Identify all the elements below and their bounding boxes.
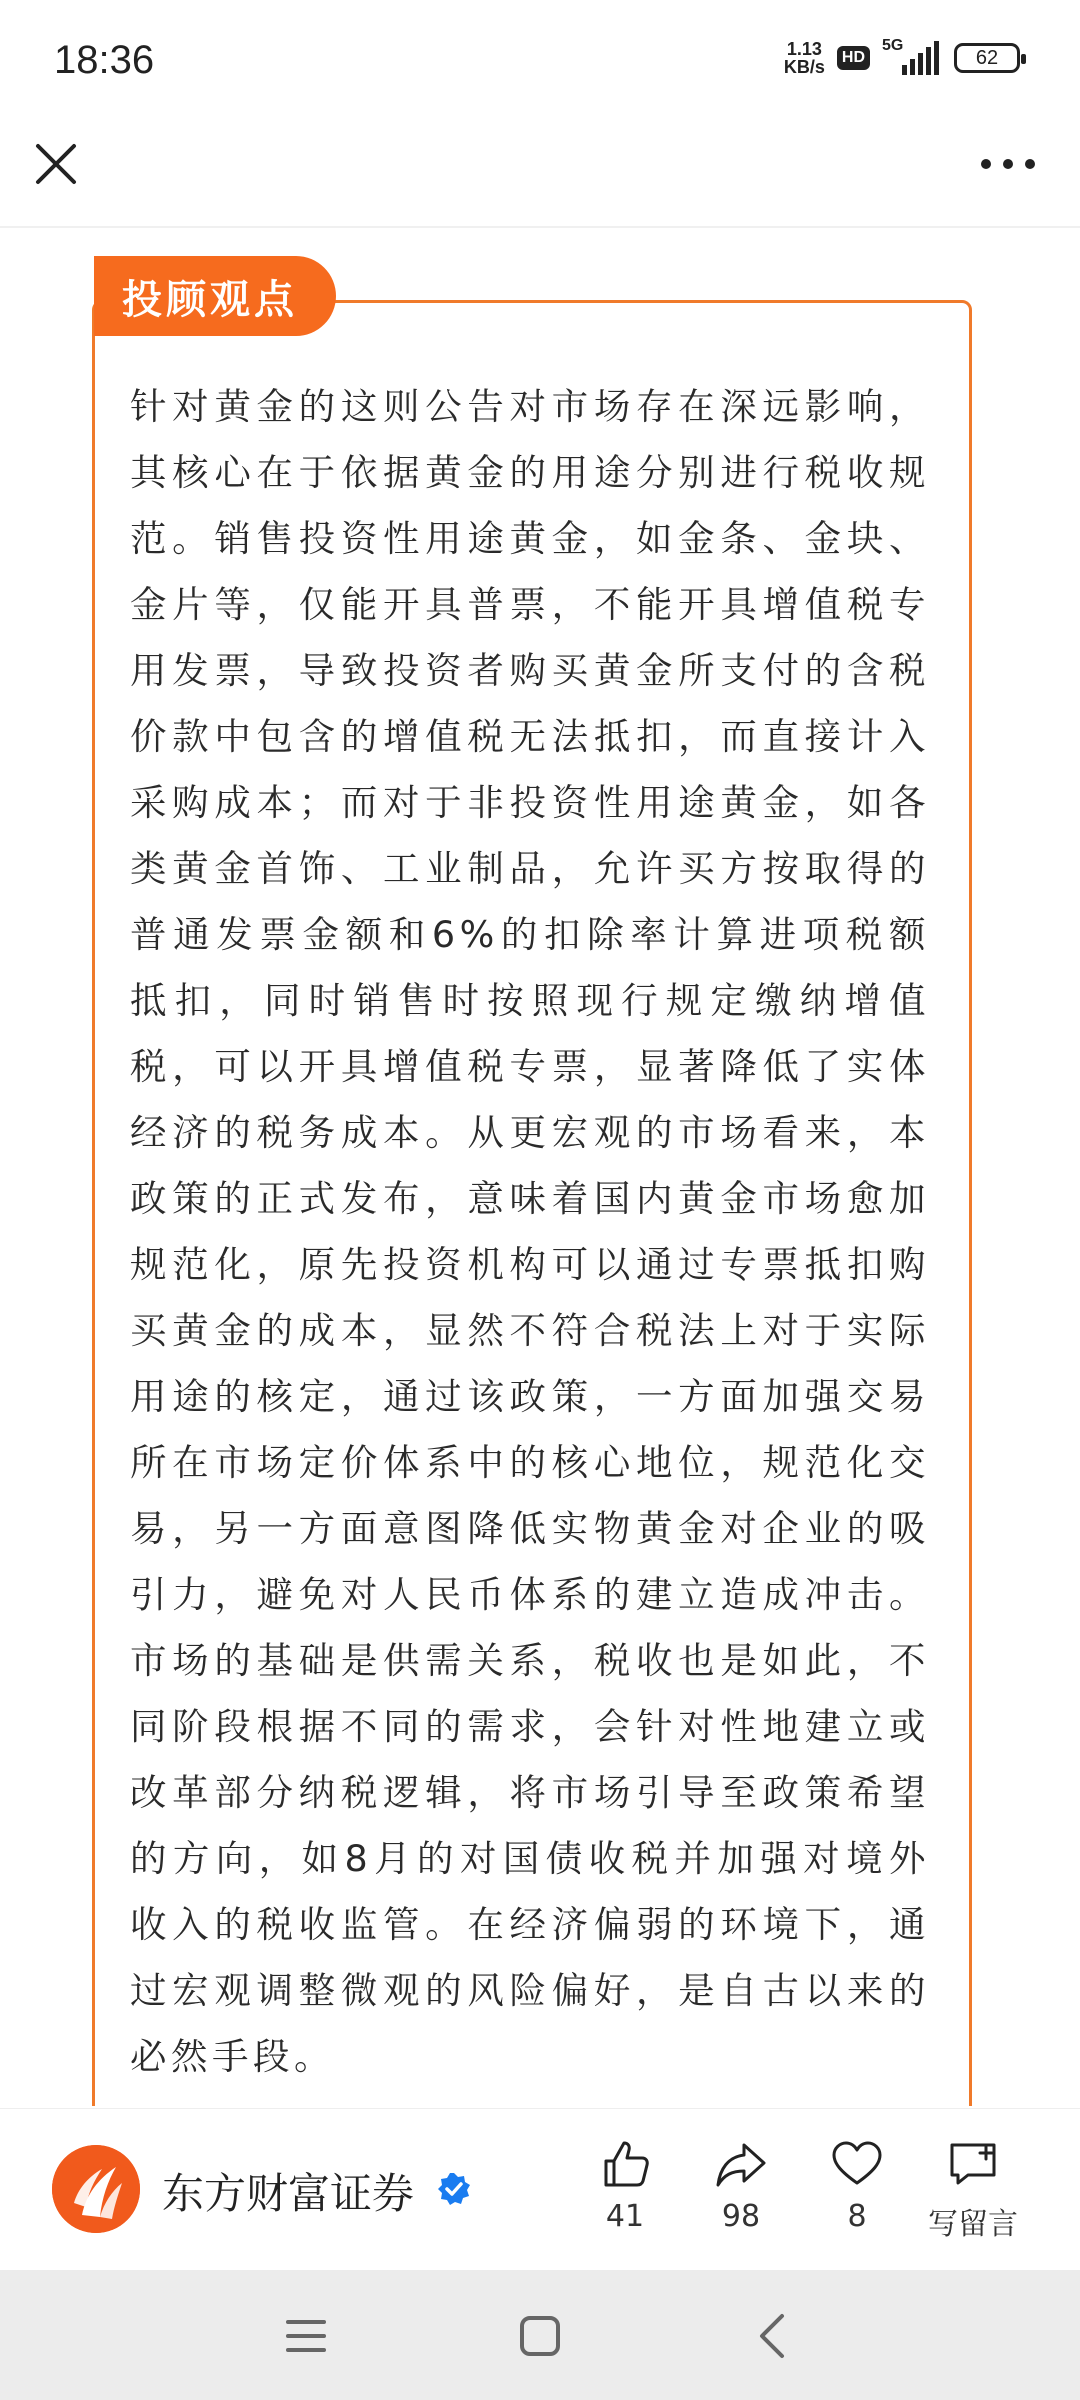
battery-icon — [954, 43, 1020, 73]
menu-button[interactable] — [278, 2308, 334, 2364]
article-body: 针对黄金的这则公告对市场存在深远影响，其核心在于依据黄金的用途分别进行税收规范。销售投资性用途黄金，如金条、金块、金片等，仅能开具普票，不能开具增值税专用发票，导致投资者购买黄金所支付的含税价款中包含的增值税无法抵扣，而直接计入采购成本；而对于非投资性用途黄金，如各类黄金首饰、工业制品，允许买方按取得的普通发票金额和6%的扣除率计算进项税额抵扣，同时销售时按照现行规定缴纳增值税，可以开具增值税专票，显著降低了实体经济的税务成本。从更宏观的市场看来，本政策的正式发布，意味着国内黄金市场愈加规范化，原先投资机构可以通过专票抵扣购买黄金的成本，显然不符合税法上对于实际用途的核定，通过该政策，一方面加强交易所在市场定价体系中的核心地位，规范化交易，另一方面意图降低实物黄金对企业的吸引力，避免对人民币体系的建立造成冲击。市场的基础是供需关系，税收也是如此，不同阶段根据不同的需求，会针对性地建立或改革部分纳税逻辑，将市场引导至政策希望的方向，如8月的对国债收税并加强对境外收入的税收监管。在经济偏弱的环境下，通过宏观调整微观的风险偏好，是自古以来的必然手段。 — [130, 385, 930, 2078]
author-logo-icon — [52, 2145, 140, 2233]
hd-icon: HD — [837, 46, 870, 70]
favorite-count: 8 — [847, 2199, 867, 2234]
home-button[interactable] — [512, 2308, 568, 2364]
menu-icon — [278, 2308, 334, 2364]
thumbs-up-icon — [598, 2137, 652, 2191]
status-icons — [783, 37, 1020, 77]
verified-badge-icon — [436, 2171, 472, 2207]
bottom-action-bar — [0, 2108, 1080, 2271]
comment-add-icon — [946, 2137, 1000, 2191]
app-bar — [0, 120, 1080, 228]
favorite-button[interactable] — [802, 2137, 912, 2234]
close-button[interactable] — [28, 136, 84, 192]
share-count: 98 — [721, 2199, 761, 2234]
article-content[interactable] — [0, 226, 1080, 2106]
network-speed — [784, 40, 825, 76]
battery-level: 62 — [975, 46, 999, 69]
share-button[interactable] — [686, 2137, 796, 2234]
status-bar — [0, 0, 1080, 120]
home-square-icon — [512, 2308, 568, 2364]
status-time: 18:36 — [54, 38, 155, 82]
network-speed-unit: KB/s — [783, 57, 825, 77]
signal-icon — [882, 37, 942, 75]
like-count: 41 — [605, 2199, 645, 2234]
more-horizontal-icon — [972, 136, 1044, 192]
more-options-button[interactable] — [972, 136, 1044, 192]
comment-label: 写留言 — [928, 2207, 1018, 2242]
share-arrow-icon — [714, 2137, 768, 2191]
author-name[interactable]: 东方财富证券 — [162, 2169, 415, 2218]
network-speed-value: 1.13 — [786, 39, 822, 59]
network-type: 5G — [882, 37, 904, 54]
system-nav-bar — [0, 2270, 1080, 2400]
heart-icon — [830, 2137, 884, 2191]
close-icon — [28, 136, 84, 192]
write-comment-button[interactable] — [918, 2137, 1028, 2243]
like-button[interactable] — [570, 2137, 680, 2234]
back-button[interactable] — [746, 2308, 802, 2364]
back-chevron-icon — [746, 2308, 802, 2364]
author-avatar[interactable] — [52, 2145, 140, 2233]
section-tag: 投顾观点 — [94, 256, 336, 336]
